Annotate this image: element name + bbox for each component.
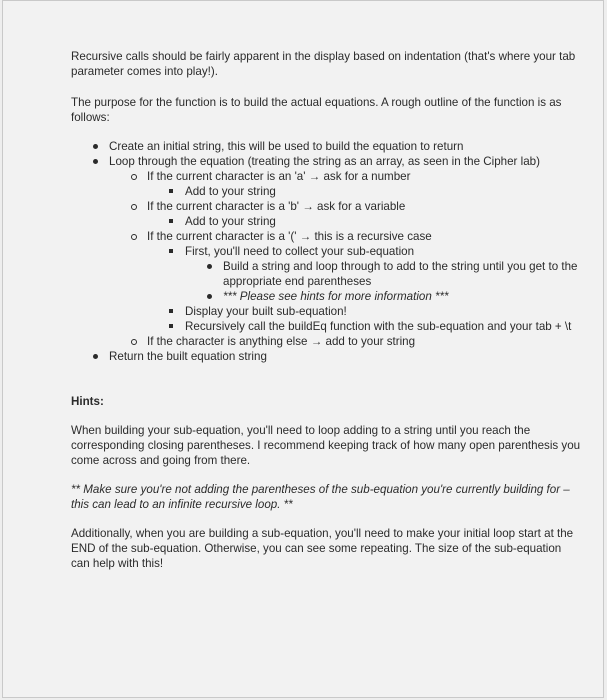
outline-item-loop xyxy=(71,154,581,349)
hint-sub-equation: When building your sub-equation, you'll need to loop adding to a string until you reach the corresponding closing parentheses. I recommend keeping track of how many open parenthesis you come across and going from there. xyxy=(71,424,581,467)
document-content xyxy=(71,49,581,585)
outline-item-return xyxy=(71,349,581,364)
paren-collect xyxy=(147,244,581,304)
outline-list xyxy=(71,139,581,364)
case-a-sublist xyxy=(147,184,581,199)
collect-build-string: Build a string and loop through to add to the string until you get to the appropriate end parentheses xyxy=(185,259,581,289)
loop-cases-list xyxy=(109,169,581,349)
case-b-sublist xyxy=(147,214,581,229)
case-a xyxy=(109,169,581,199)
hints-heading: Hints: xyxy=(71,395,104,408)
outline-item-text: Create an initial string, this will be used to build the equation to return xyxy=(109,140,464,153)
collect-see-hints: *** Please see hints for more information *** xyxy=(185,289,581,304)
collect-sublist xyxy=(185,259,581,304)
paren-recursive-call: Recursively call the buildEq function with the sub-equation and your tab + \t xyxy=(147,319,581,334)
intro-paragraph-indentation: Recursive calls should be fairly apparent in the display based on indentation (that's where your tab parameter comes into play!). xyxy=(71,50,576,78)
step-text: First, you'll need to collect your sub-equation xyxy=(185,245,415,258)
case-paren-sublist xyxy=(147,244,581,334)
outline-item-text: Return the built equation string xyxy=(109,350,267,363)
paren-display: Display your built sub-equation! xyxy=(147,304,581,319)
outline-item-create-string xyxy=(71,139,581,154)
case-text: If the current character is an 'a' → ask for a number xyxy=(147,170,411,183)
intro-paragraph-purpose: The purpose for the function is to build the actual equations. A rough outline of the function is as follows: xyxy=(71,96,562,124)
case-text: If the current character is a '(' → this is a recursive case xyxy=(147,230,432,243)
case-text: If the current character is a 'b' → ask for a variable xyxy=(147,200,406,213)
function-outline xyxy=(71,139,581,364)
case-else: If the character is anything else → add to your string xyxy=(109,334,581,349)
document-page xyxy=(2,0,604,698)
case-b-add: Add to your string xyxy=(147,214,581,229)
case-a-add: Add to your string xyxy=(147,184,581,199)
case-b xyxy=(109,199,581,229)
outline-item-text: Loop through the equation (treating the string as an array, as seen in the Cipher lab) xyxy=(109,155,540,168)
hint-loop-start: Additionally, when you are building a sub-equation, you'll need to make your initial loop start at the END of the sub-equation. Otherwise, you can see some repeating. The size of the sub-equation can help with this! xyxy=(71,527,574,570)
case-paren xyxy=(109,229,581,334)
hint-infinite-loop: ** Make sure you're not adding the parentheses of the sub-equation you're currently building for – this can lead to an infinite recursive loop. ** xyxy=(71,483,570,511)
